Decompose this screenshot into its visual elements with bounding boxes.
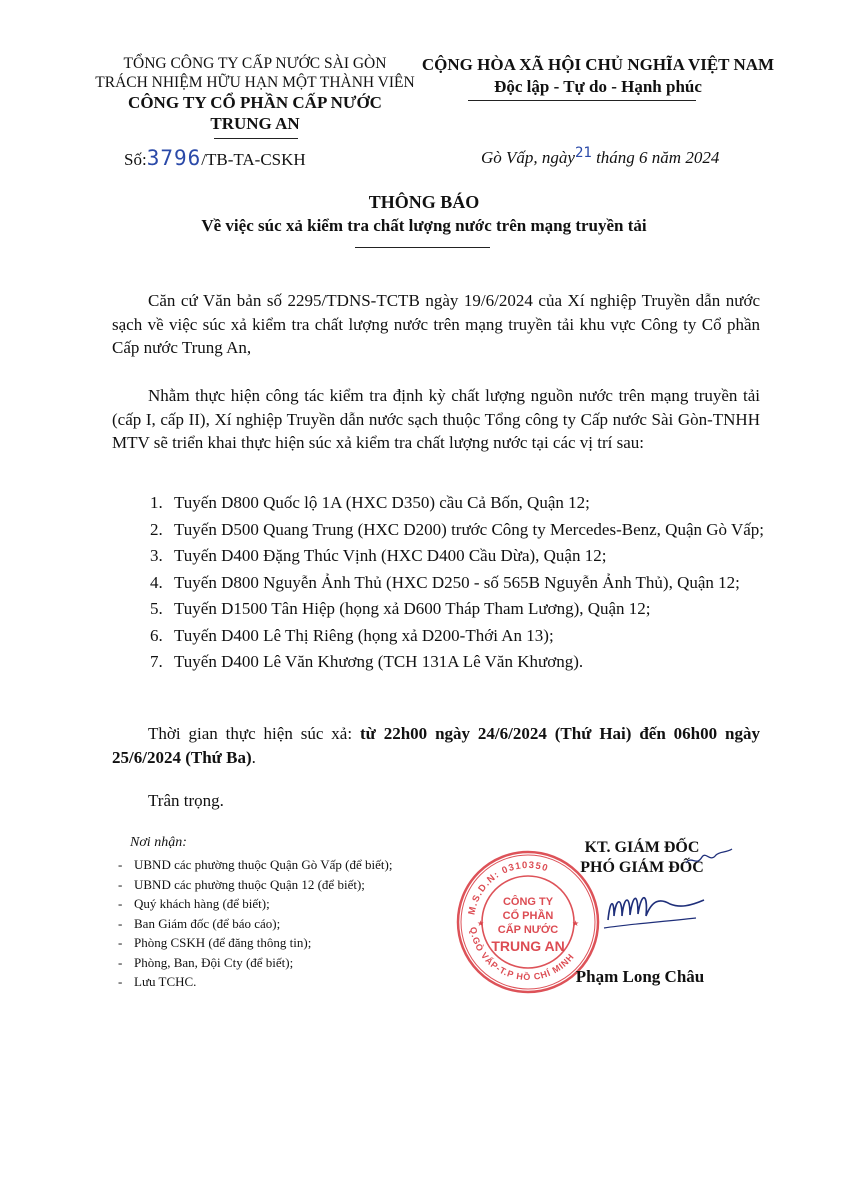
list-item: - Phòng CSKH (để đăng thông tin); <box>118 935 312 950</box>
recipient-text: Phòng, Ban, Đội Cty (để biết); <box>134 954 294 970</box>
recipient-text: Lưu TCHC. <box>134 974 197 989</box>
list-item <box>150 624 770 648</box>
list-item: - Quý khách hàng (để biết); <box>118 896 270 911</box>
list-item-number: 4. <box>150 572 163 592</box>
date-prefix: Gò Vấp, ngày <box>481 148 575 167</box>
list-item-number: 1. <box>150 493 163 512</box>
list-item: - Ban Giám đốc (để báo cáo); <box>118 915 281 931</box>
paragraph-schedule <box>112 722 760 769</box>
title-underline <box>355 247 490 248</box>
list-item <box>150 571 770 595</box>
closing-regards: Trân trọng. <box>148 791 224 810</box>
recipient-text: Phòng CSKH (để đăng thông tin); <box>134 935 312 950</box>
national-motto: Độc lập - Tự do - Hạnh phúc <box>494 77 702 96</box>
location-list <box>150 491 770 677</box>
handwritten-signature-icon <box>600 880 710 940</box>
initials-mark-icon <box>684 845 734 870</box>
document-number-prefix: Số: <box>124 150 147 169</box>
issuer-company-name: TRUNG AN <box>210 114 300 133</box>
document-number-value: 3796 <box>146 146 202 170</box>
issuer-parent-org-type: TRÁCH NHIỆM HỮU HẠN MỘT THÀNH VIÊN <box>95 74 415 91</box>
recipients-list <box>118 855 392 992</box>
seal-ring-bottom: Q.GÒ VẤP-T.P HỒ CHÍ MINH <box>468 926 577 983</box>
list-item-number: 7. <box>150 652 163 671</box>
list-item-number: 2. <box>150 519 163 539</box>
paragraph-purpose <box>112 384 760 455</box>
svg-text:★: ★ <box>477 919 485 928</box>
list-item-text: Tuyến D800 Quốc lộ 1A (HXC D350) cầu Cả Bốn, Quận 12; <box>174 493 590 512</box>
list-item-text: Tuyến D400 Lê Văn Khương (TCH 131A Lê Văn Khương). <box>174 652 584 671</box>
seal-line-3: CẤP NƯỚC <box>497 924 559 936</box>
signature-title: PHÓ GIÁM ĐỐC <box>580 859 704 876</box>
schedule-suffix: . <box>251 747 256 767</box>
list-item <box>150 597 770 621</box>
motto-underline <box>468 100 696 101</box>
list-item-text: Tuyến D800 Nguyễn Ảnh Thủ (HXC D250 - số 565B Nguyễn Ảnh Thủ), Quận 12; <box>174 572 740 592</box>
date-suffix: tháng 6 năm 2024 <box>591 148 720 167</box>
list-item-text: Tuyến D400 Lê Thị Riêng (họng xả D200-Thới An 13); <box>174 625 554 645</box>
document-number <box>124 146 306 170</box>
list-item: - Phòng, Ban, Đội Cty (để biết); <box>118 954 294 970</box>
issuer-block <box>90 54 420 134</box>
seal-line-4: TRUNG AN <box>491 938 565 954</box>
list-item <box>150 491 770 515</box>
recipient-text: Quý khách hàng (để biết); <box>134 896 270 911</box>
document-title: THÔNG BÁO <box>368 192 480 212</box>
recipient-text: UBND các phường thuộc Quận 12 (để biết); <box>134 876 365 892</box>
list-item: - UBND các phường thuộc Quận 12 (để biết); <box>118 876 365 892</box>
seal-ring-top: M.S.D.N: 0310350 <box>466 859 551 916</box>
schedule-prefix: Thời gian thực hiện súc xả: <box>148 724 360 743</box>
recipient-text: UBND các phường thuộc Quận Gò Vấp (để biết); <box>134 857 393 872</box>
issuer-underline <box>214 138 298 139</box>
paragraph-legal-basis-text: Căn cứ Văn bản số 2295/TDNS-TCTB ngày 19/6/2024 của Xí nghiệp Truyền dẫn nước sạch về việc súc xả kiểm tra chất lượng nước trên mạng truyền tải khu vực Công ty Cổ phần Cấp nước Trung An, <box>112 291 760 357</box>
svg-text:★: ★ <box>572 919 580 928</box>
document-subtitle: Về việc súc xả kiểm tra chất lượng nước trên mạng truyền tải <box>201 216 647 235</box>
issuer-parent-org: TỔNG CÔNG TY CẤP NƯỚC SÀI GÒN <box>123 55 387 72</box>
list-item-number: 6. <box>150 625 163 645</box>
signature-authority: KT. GIÁM ĐỐC <box>584 839 700 856</box>
recipients-label: Nơi nhận: <box>130 835 187 850</box>
national-title: CỘNG HÒA XÃ HỘI CHỦ NGHĨA VIỆT NAM <box>421 55 775 74</box>
seal-line-2: CỔ PHẦN <box>502 910 554 922</box>
national-header <box>418 54 778 99</box>
recipient-text: Ban Giám đốc (để báo cáo); <box>134 915 281 931</box>
document-date <box>481 145 720 168</box>
paragraph-legal-basis <box>112 289 760 360</box>
document-number-suffix: /TB-TA-CSKH <box>201 150 306 169</box>
list-item-number: 3. <box>150 546 163 565</box>
list-item <box>150 650 770 674</box>
list-item-text: Tuyến D400 Đặng Thúc Vịnh (HXC D400 Cầu Dừa), Quận 12; <box>174 546 607 565</box>
schedule-time: từ 22h00 ngày 24/6/2024 (Thứ Hai) đến 06h00 ngày 25/6/2024 (Thứ Ba) <box>112 724 760 767</box>
list-item-text: Tuyến D500 Quang Trung (HXC D200) trước Công ty Mercedes-Benz, Quận Gò Vấp; <box>174 519 765 539</box>
issuer-company: CÔNG TY CỔ PHẦN CẤP NƯỚC <box>128 93 382 112</box>
paragraph-purpose-text: Nhằm thực hiện công tác kiểm tra định kỳ chất lượng nguồn nước trên mạng truyền tải (cấp I, cấp II), Xí nghiệp Truyền dẫn nước sạch thuộc Tổng công ty Cấp nước Sài Gòn-TNHH MTV sẽ triển khai thực hiện súc xả kiểm tra chất lượng nước tại các vị trí sau: <box>112 386 760 452</box>
list-item: - UBND các phường thuộc Quận Gò Vấp (để biết); <box>118 857 393 872</box>
list-item: - Lưu TCHC. <box>118 974 197 989</box>
list-item <box>150 544 770 568</box>
date-day: 21 <box>574 145 592 161</box>
list-item <box>150 518 770 542</box>
list-item-text: Tuyến D1500 Tân Hiệp (họng xả D600 Tháp Tham Lương), Quận 12; <box>174 599 651 618</box>
seal-line-1: CÔNG TY <box>502 896 554 908</box>
signer-name: Phạm Long Châu <box>575 967 705 986</box>
list-item-number: 5. <box>150 599 163 618</box>
